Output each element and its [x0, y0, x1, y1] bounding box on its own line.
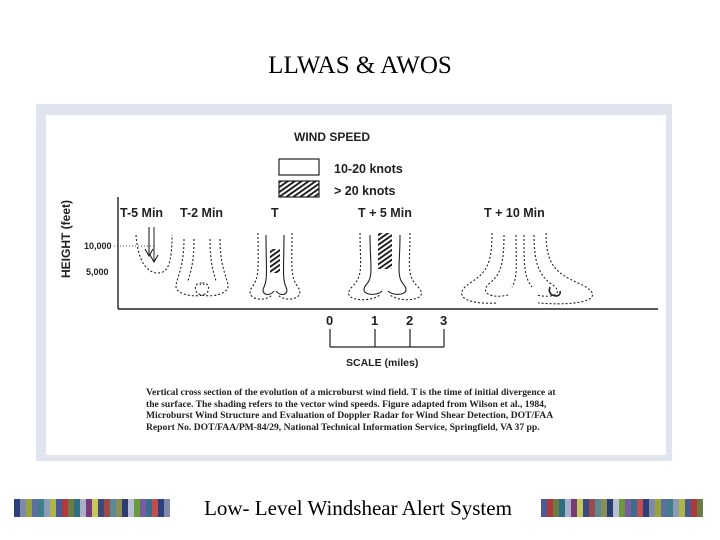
figure-caption: [146, 387, 646, 433]
y-tick-5000: 5,000: [86, 267, 109, 277]
y-tick-10000: 10,000: [84, 241, 112, 251]
legend-label-10-20: 10-20 knots: [334, 162, 403, 176]
stage-label-t-plus-10: T + 10 Min: [484, 206, 545, 220]
legend-heading: WIND SPEED: [294, 130, 371, 144]
microburst-stage-t-plus-5: [349, 233, 422, 300]
legend-label-over-20: > 20 knots: [334, 184, 396, 198]
legend-swatch-hatched: [279, 181, 319, 197]
distance-scale: [326, 313, 447, 369]
y-axis-label: HEIGHT (feet): [59, 200, 73, 278]
microburst-stage-t: [250, 233, 300, 299]
caption-line: the surface. The shading refers to the vector wind speeds. Figure adapted from Wilson et al., 1984,: [146, 398, 547, 410]
footer-square: [164, 499, 170, 517]
microburst-stage-t-plus-10: [462, 233, 593, 304]
scale-label: SCALE (miles): [346, 357, 419, 369]
footer-decoration-left: [14, 499, 170, 517]
slide-title: LLWAS & AWOS: [268, 52, 452, 79]
caption-line: Microburst Wind Structure and Evaluation of Doppler Radar for Wind Shear Detection, DOT/FAA: [146, 410, 554, 422]
caption-line: Report No. DOT/FAA/PM-84/29, National Technical Information Service, Springfield, VA 37 pp.: [146, 421, 540, 433]
microburst-figure: [46, 115, 666, 455]
scale-tick-1: 1: [371, 313, 379, 328]
footer-decoration-right: [541, 499, 703, 517]
stage-label-t-minus-2: T-2 Min: [180, 206, 224, 220]
legend-swatch-outline: [279, 159, 319, 175]
stage-label-t-plus-5: T + 5 Min: [358, 206, 412, 220]
scale-tick-2: 2: [406, 313, 414, 328]
footer-square: [697, 499, 703, 517]
stage-label-t-minus-5: T-5 Min: [120, 206, 164, 220]
stage-label-t: T: [271, 206, 279, 220]
scale-tick-0: 0: [326, 313, 334, 328]
microburst-stage-t-minus-2: [176, 239, 228, 296]
scale-tick-3: 3: [440, 313, 448, 328]
footer-title: Low- Level Windshear Alert System: [204, 496, 512, 520]
microburst-stage-t-minus-5: [136, 227, 172, 273]
caption-line: Vertical cross section of the evolution of a microburst wind field. T is the time of initial divergence at: [146, 387, 556, 398]
